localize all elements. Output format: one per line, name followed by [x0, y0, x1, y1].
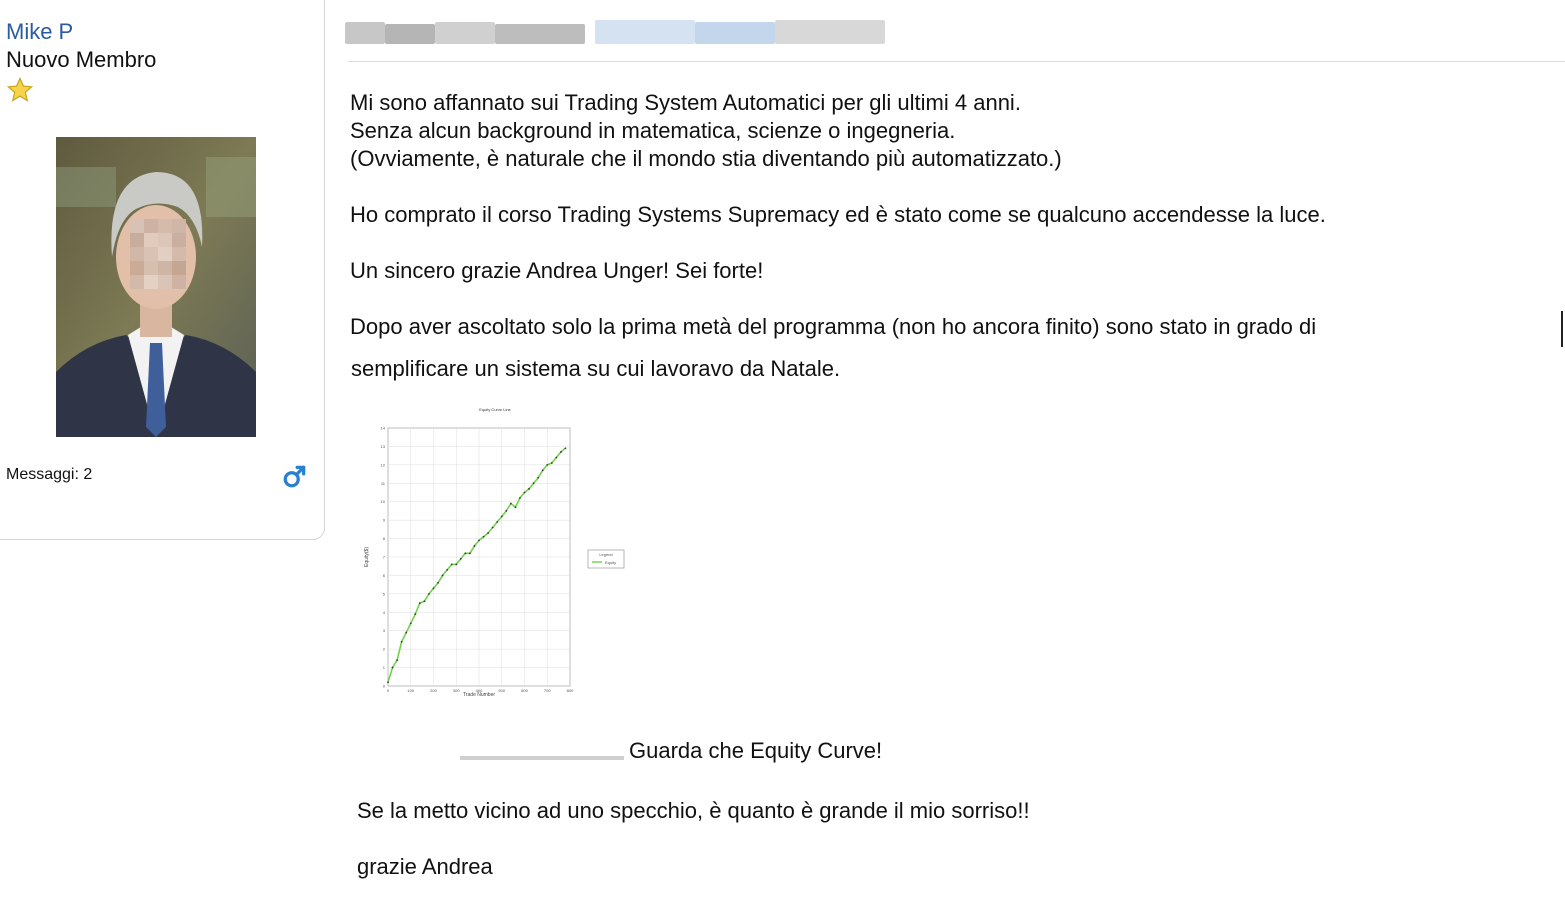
messages-count: Messaggi: 2 — [6, 466, 93, 483]
data-point — [474, 545, 476, 547]
data-point — [505, 510, 507, 512]
data-point — [551, 462, 553, 464]
data-point — [396, 659, 398, 661]
legend-entry-equity: Equity — [605, 560, 617, 565]
data-point — [410, 622, 412, 624]
data-point — [451, 563, 453, 565]
x-tick-label: 700 — [543, 688, 551, 693]
data-point — [496, 521, 498, 523]
y-tick-label: 14 — [380, 425, 385, 431]
y-tick-label: 4 — [382, 609, 385, 615]
data-point — [419, 602, 421, 604]
y-tick-label: 7 — [382, 554, 385, 560]
data-point — [546, 464, 548, 466]
data-point — [478, 540, 480, 542]
male-icon — [282, 463, 308, 489]
y-tick-label: 0 — [382, 683, 385, 689]
data-point — [405, 632, 407, 634]
chart-title: Equity Curve Line — [479, 407, 511, 412]
y-tick-label: 6 — [382, 572, 385, 578]
data-point — [560, 451, 562, 453]
x-tick-label: 500 — [498, 688, 506, 693]
post-divider — [348, 61, 1565, 62]
signoff-line: grazie Andrea — [357, 854, 493, 879]
y-tick-label: 10 — [380, 499, 385, 505]
data-point — [455, 563, 457, 565]
closing-line: Se la metto vicino ad uno specchio, è quanto è grande il mio sorriso!! — [357, 798, 1030, 823]
x-axis-label: Trade Number — [462, 692, 496, 698]
data-point — [528, 488, 530, 490]
x-tick-label: 600 — [521, 688, 528, 693]
x-tick-label: 100 — [407, 688, 415, 693]
post-line-7: semplificare un sistema su cui lavoravo da Natale. — [351, 356, 841, 381]
data-point — [483, 536, 485, 538]
chart-caption: Guarda che Equity Curve! — [629, 738, 883, 763]
avatar — [56, 137, 256, 437]
y-tick-label: 2 — [382, 646, 385, 652]
data-point — [510, 503, 512, 505]
chart-legend — [588, 550, 624, 568]
data-point — [464, 552, 466, 554]
data-point — [565, 447, 567, 449]
data-point — [515, 506, 517, 508]
data-point — [414, 613, 416, 615]
data-point — [442, 575, 444, 577]
x-tick-label: 400 — [475, 688, 483, 693]
x-tick-label: 300 — [452, 688, 460, 693]
y-tick-label: 11 — [380, 480, 385, 486]
image-caption-blurred — [460, 756, 624, 760]
y-tick-label: 9 — [382, 517, 385, 523]
user-rank: Nuovo Membro — [6, 47, 157, 72]
data-point — [533, 482, 535, 484]
username-link[interactable]: Mike P — [6, 19, 74, 44]
post-line-2: Senza alcun background in matematica, scienze o ingegneria. — [350, 118, 956, 143]
x-tick-label: 200 — [430, 688, 437, 693]
equity-curve-chart — [360, 398, 630, 708]
y-tick-label: 5 — [382, 591, 385, 597]
data-point — [469, 552, 471, 554]
x-tick-label: 800 — [566, 688, 574, 693]
data-point — [492, 527, 494, 529]
data-point — [460, 558, 462, 560]
data-point — [433, 587, 435, 589]
y-tick-label: 1 — [382, 665, 385, 671]
star-icon — [6, 76, 34, 104]
y-tick-label: 8 — [382, 536, 385, 542]
post-line-4: Ho comprato il corso Trading Systems Supremacy ed è stato come se qualcuno accendesse la luce. — [350, 202, 1326, 227]
y-tick-label: 3 — [382, 628, 385, 634]
data-point — [424, 600, 426, 602]
data-point — [487, 532, 489, 534]
text-caret — [1561, 311, 1563, 347]
post-line-3: (Ovviamente, è naturale che il mondo stia diventando più automatizzato.) — [350, 146, 1062, 171]
x-tick-label: 0 — [386, 688, 390, 693]
data-point — [437, 582, 439, 584]
data-point — [519, 497, 521, 499]
data-point — [537, 477, 539, 479]
y-tick-label: 13 — [380, 443, 385, 449]
data-point — [555, 457, 557, 459]
y-axis-label: Equity($) — [364, 546, 370, 568]
data-point — [501, 516, 503, 518]
post-line-6: Dopo aver ascoltato solo la prima metà del programma (non ho ancora finito) sono stato in grado di — [350, 314, 1317, 339]
data-point — [428, 593, 430, 595]
y-tick-label: 12 — [380, 462, 385, 468]
data-point — [392, 667, 394, 669]
data-point — [542, 469, 544, 471]
post-line-1: Mi sono affannato sui Trading System Automatici per gli ultimi 4 anni. — [350, 90, 1021, 115]
legend-title: Legend — [599, 552, 613, 557]
data-point — [524, 492, 526, 494]
data-point — [446, 569, 448, 571]
post-line-5: Un sincero grazie Andrea Unger! Sei forte! — [350, 258, 764, 283]
data-point — [401, 641, 403, 643]
data-point — [387, 681, 389, 683]
